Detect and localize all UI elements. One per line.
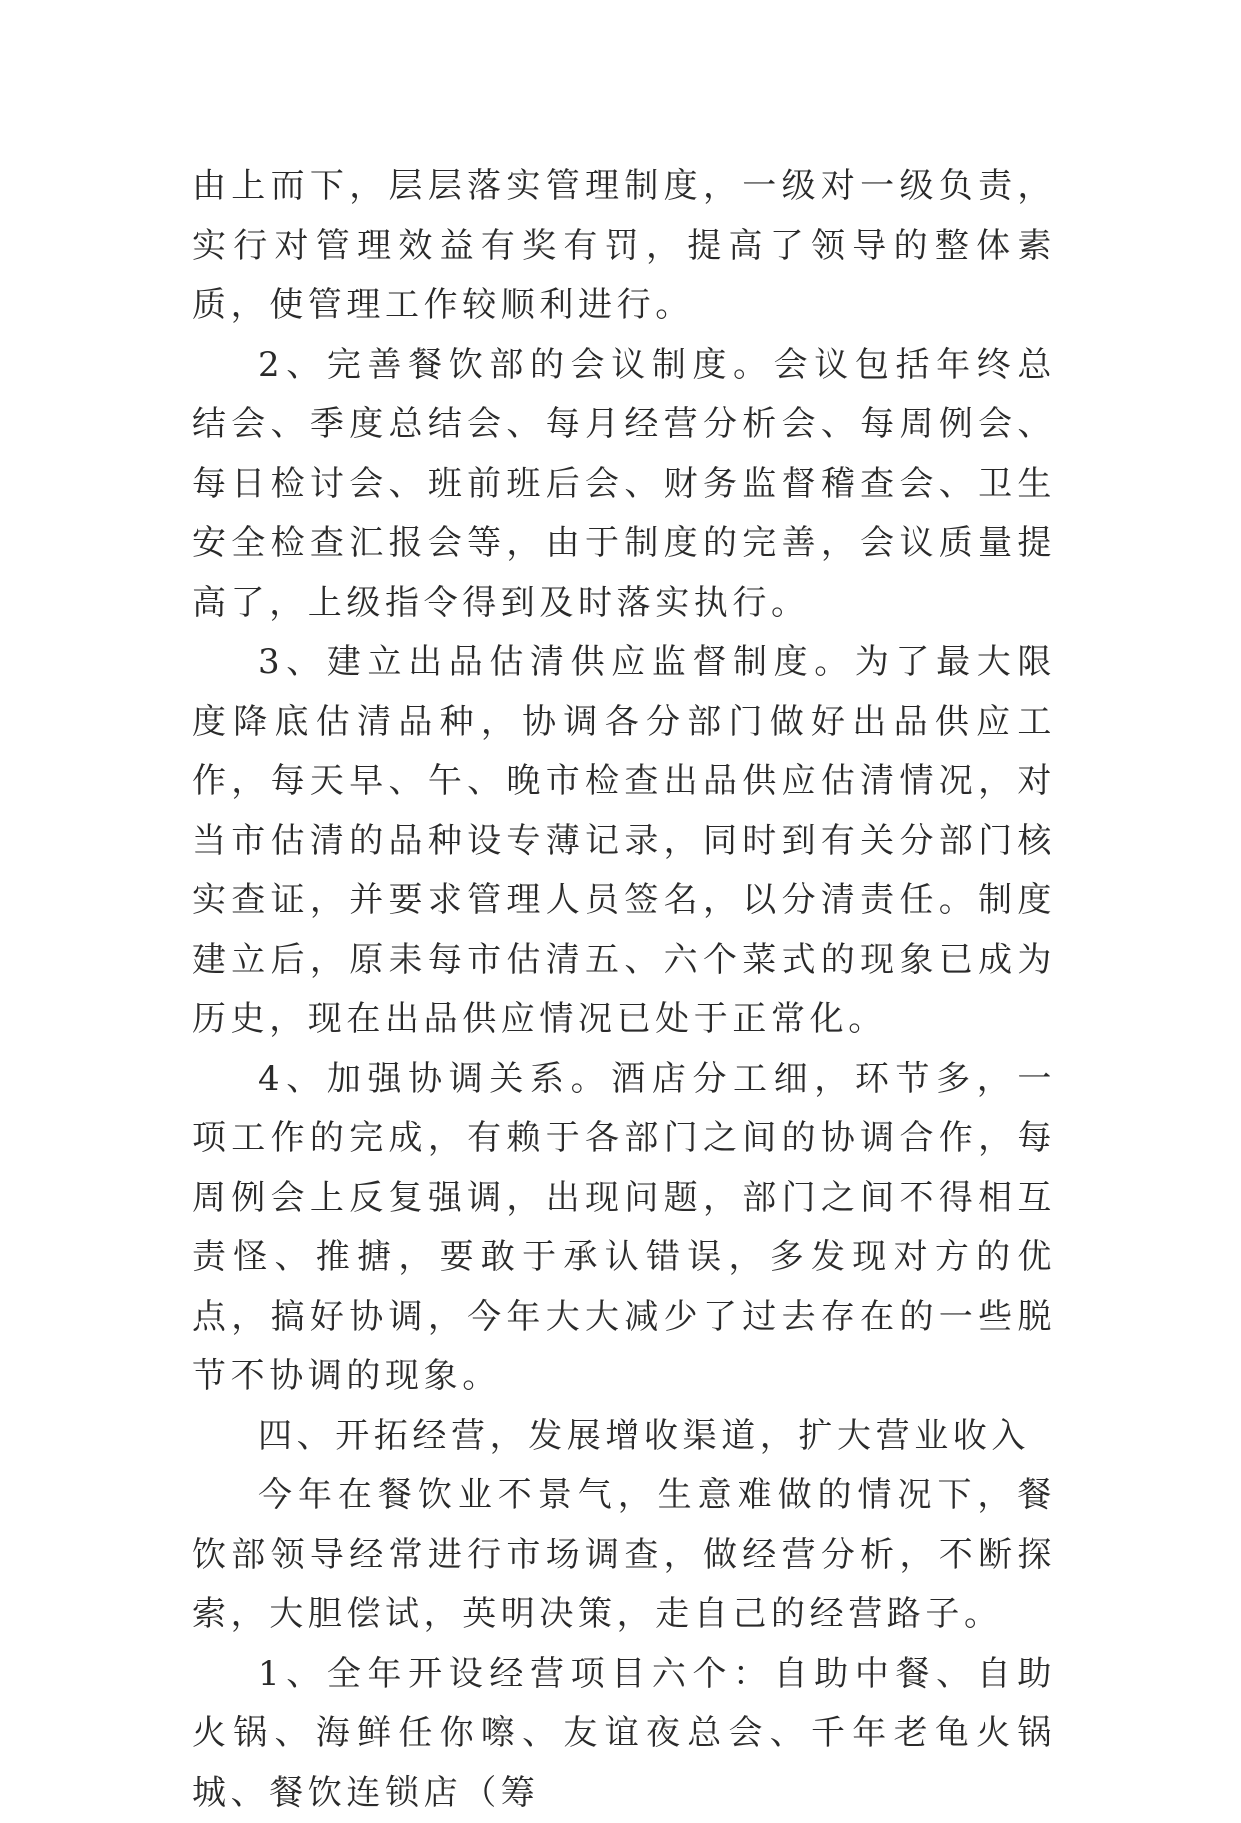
paragraph-market-research: 今年在餐饮业不景气，生意难做的情况下，餐饮部领导经常进行市场调查，做经营分析，不断探索，大胆偿试，英明决策，走自己的经营路子。 <box>192 1466 1056 1645</box>
paragraph-supply-supervision: 3、建立出品估清供应监督制度。为了最大限度降底估清品种，协调各分部门做好出品供应工作，每天早、午、晚市检查出品供应估清情况，对当市估清的品种设专薄记录，同时到有关分部门核实查证，并要求管理人员签名，以分清责任。制度建立后，原耒每市估清五、六个菜式的现象已成为历史，现在出品供应情况已处于正常化。 <box>192 633 1056 1050</box>
paragraph-coordination: 4、加强协调关系。酒店分工细，环节多，一项工作的完成，有赖于各部门之间的协调合作，每周例会上反复强调，出现问题，部门之间不得相互责怪、推搪，要敢于承认错误，多发现对方的优点，搞好协调，今年大大减少了过去存在的一些脱节不协调的现象。 <box>192 1050 1056 1407</box>
document-body <box>192 157 1056 1823</box>
paragraph-continuation: 由上而下，层层落实管理制度，一级对一级负责，实行对管理效益有奖有罚，提高了领导的整体素质，使管理工作较顺利进行。 <box>192 157 1056 336</box>
paragraph-meeting-system: 2、完善餐饮部的会议制度。会议包括年终总结会、季度总结会、每月经营分析会、每周例会、每日检讨会、班前班后会、财务监督稽查会、卫生安全检查汇报会等，由于制度的完善，会议质量提高了，上级指令得到及时落实执行。 <box>192 336 1056 634</box>
paragraph-business-projects: 1、全年开设经营项目六个：自助中餐、自助火锅、海鲜任你嚓、友谊夜总会、千年老龟火锅城、餐饮连锁店（筹 <box>192 1645 1056 1823</box>
section-heading-business-expansion: 四、开拓经营，发展增收渠道，扩大营业收入 <box>192 1407 1056 1467</box>
